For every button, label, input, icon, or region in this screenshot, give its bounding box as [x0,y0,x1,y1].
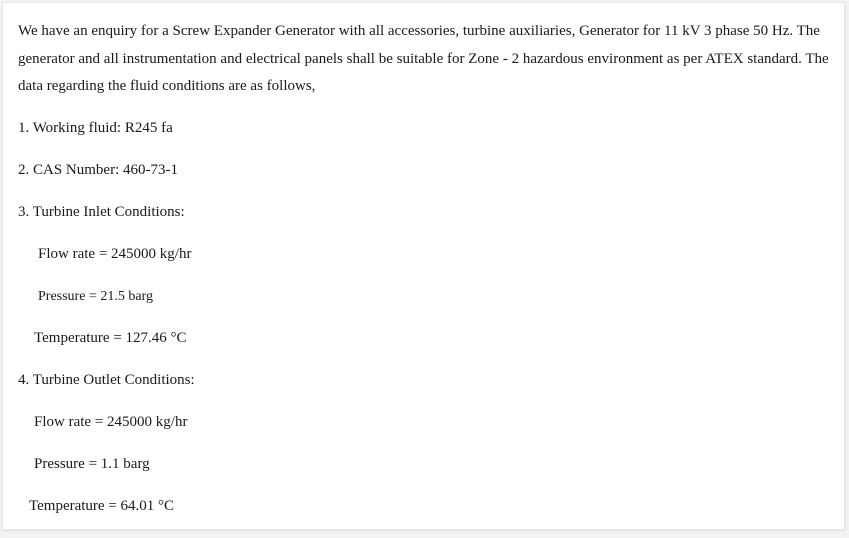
outlet-conditions-heading: 4. Turbine Outlet Conditions: [18,372,195,388]
outlet-temperature: Temperature = 64.01 °C [29,498,175,514]
inlet-conditions-heading: 3. Turbine Inlet Conditions: [18,204,185,220]
inlet-pressure: Pressure = 21.5 barg [38,289,153,304]
inlet-flow-rate: Flow rate = 245000 kg/hr [38,246,192,262]
inlet-temperature: Temperature = 127.46 °C [34,330,187,346]
outlet-pressure: Pressure = 1.1 barg [34,456,150,472]
outlet-flow-rate: Flow rate = 245000 kg/hr [34,414,188,430]
working-fluid-item: 1. Working fluid: R245 fa [18,120,173,136]
cas-number-item: 2. CAS Number: 460-73-1 [18,162,178,178]
intro-paragraph: We have an enquiry for a Screw Expander Generator with all accessories, turbine auxiliaries, Generator for 11 kV 3 phase 50 Hz. The generator and all instrumentation and electrical panels shall be suitable for Zone - 2 hazardous environment as per ATEX standard. The data regarding the fluid conditions are as follows, [18,23,829,94]
enquiry-document [2,2,845,530]
